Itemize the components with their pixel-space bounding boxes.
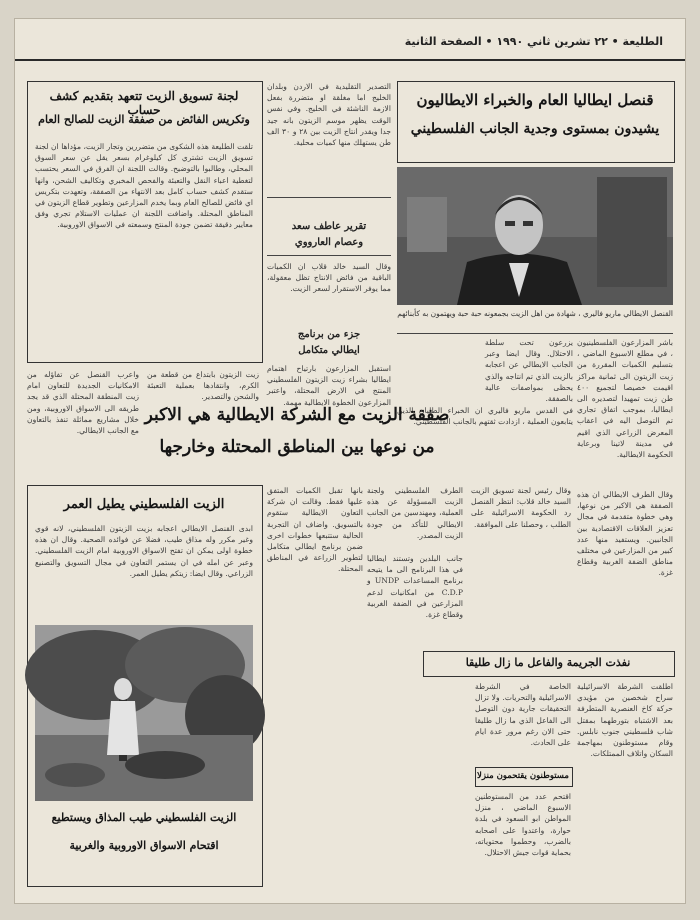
consul-photo — [397, 167, 673, 305]
mid-col4-text: في القدس ماريو فاليري ان الخبراء الطليان الذين يتابعون العملية ، ازدادت ثقتهم بالجانب الفلسطيني. — [397, 406, 573, 427]
program-col1 — [267, 485, 363, 845]
consul-headline-line1: قنصل ايطاليا العام والخبراء الايطاليون — [416, 91, 654, 109]
settlers-body — [475, 791, 571, 881]
program-col3 — [471, 485, 571, 635]
oil-life-body — [35, 523, 253, 619]
rule — [267, 197, 391, 198]
consul-body-col2 — [485, 337, 573, 404]
consul-body-p2: وقال الطرف الايطالي ان هذه الصفقة هي الاكبر من نوعها، وهي خطوة متقدمة في مجال تعزيز العلاقات الاقتصادية بين الجانبين. ويستفيد منها عدد كبير من المزارعين في مختلف مناطق الضفة الغربية وقطاع غزة. — [577, 490, 673, 578]
program-col2 — [367, 485, 463, 545]
banner-headline-line1: صفقة الزيت مع الشركة الايطالية هي الاكبر — [144, 405, 450, 425]
program-col3-text: وقال رئيس لجنة تسويق الزيت السيد خالد قلاب: انتظر القنصل رد الحكومة الاسرائيلية على الطلب ، وحصلنا على الموافقة. — [471, 486, 571, 529]
consul-headline-line2: يشيدون بمستوى وجدية الجانب الفلسطيني — [410, 121, 660, 137]
rule — [267, 255, 391, 256]
consul-body-col3 — [267, 81, 391, 191]
oil-life-body-text: ابدى القنصل الايطالي اعجابه بزيت الزيتون الفلسطيني، لانه قوي وغير مكرر وله مذاق طيب، فضلا عن فوائده الصحية. وقال ان هذه خطوة اولى يمكن ان تفتح الاسواق الاوروبية امام الزيت الفلسطيني. وعبر عن امله في ان يستمر التعاون في مجال التسويق والتصنيع الزراعي. وقال ايضا: زيتكم يطيل العمر. — [35, 524, 253, 578]
consul-body-p4: التصدير التقليدية في الاردن وبلدان الخليج اما مغلقة او متضررة بفعل الازمة الناشئة في الخليج. وفي نفس الوقت يظهر موسم الزيتون بانه جيد جدا ويقدر انتاج الزيت بين ٢٨ و ٣٠ الف طن يستهلك منها كميات محلية. — [267, 82, 392, 148]
settlers-body-text: اقتحم عدد من المستوطنين الاسبوع الماضي ، منزل المواطن ابو السعود في بلدة حوارة، واعتدوا على اصحابه بالضرب، وحطموا محتوياته، بحماية قوات جيش الاحتلال. — [475, 792, 571, 858]
crime-col2-text: الخاصة في الشرطة الاسرائيلية والتحريات. ولا تزال التحقيقات جارية دون التوصل الى الفاعل الذي ما زال طليقا حتى الان رغم مرور عدة ايام على الحادث. — [475, 682, 571, 748]
consul-body-p3: يزرعون تحت سلطة الاحتلال. وقال ايضا وعبر الجانب الايطالي عن اعجابه بالزيت الذي تم انتاجه والذي يحظى بمواصفات عالية بالصفقة. — [485, 338, 573, 404]
program-col4-text: جانب البلدين وتستند ايطاليا في هذا البرنامج الى ما يتيحه برنامج المساعدات UNDP و C.D.P من امكانيات لدعم المزارعين في الضفة الغربية وقطاع غزة. — [367, 554, 463, 620]
oil-photo-headline-line2: اقتحام الاسواق الاوروبية والغربية — [69, 839, 219, 852]
newspaper-page — [14, 18, 686, 904]
settlers-headline: مستوطنون يقتحمون منزلا — [477, 771, 569, 781]
oil-photo-headline-line1: الزيت الفلسطيني طيب المذاق ويستطيع — [51, 811, 237, 824]
subhead-line1: جزء من برنامج — [297, 329, 361, 340]
committee-headline-line1: لجنة تسويق الزيت تتعهد بتقديم كشف حساب — [49, 89, 239, 117]
mid-col1-text: واعرب القنصل عن تفاؤله من الامكانيات الجديدة للتعاون امام زيت المنطقة المحتلة الذي قد يجد طريقه الى الاسواق الاوروبية، ومن خلال مشاريع مماثلة تنفذ بالتعاون مع الجانب الايطالي. — [27, 370, 139, 436]
crime-col1-text: اطلقت الشرطة الاسرائيلية سراح شخصين من مؤيدي حركة كاخ العنصرية المتطرفة بعد الاشتباه بتورطهما بمقتل شاب فلسطيني جنوب نابلس. وقام مستوطنون بمهاجمة السكان واتلاف الممتلكات. — [577, 682, 673, 759]
banner-headline-line2: من نوعها بين المناطق المحتلة وخارجها — [159, 437, 435, 457]
folio-text: الطليعة • ٢٢ تشرين ثاني ١٩٩٠ • الصفحة الثانية — [404, 35, 663, 48]
committee-body-text: تلقت الطليعة هذه الشكوى من متضررين وتجار الزيت، مؤداها ان لجنة تسويق الزيت تشتري كل كيلوغرام بسعر يقل عن سعر السوق المحلي، وطالبوا بالتوضيح. وقالت اللجنة ان الفرق في السعر يحتسب لتغطية اعباء النقل والتعبئة والفحص المخبري وتكاليف الشحن، وانها ستقدم كشف حساب كامل بعد الانتهاء من الصفقة، وتعهدت بتكريس اي فائض للصالح العام وبما يخدم المزارعين وتطوير قطاع الزيتون في المناطق المحتلة. واضافت اللجنة ان عمليات الاستلام تجري وفق معايير دقيقة تضمن جودة المنتج وسمعته في الاسواق الاوروبية. — [35, 142, 253, 230]
page-folio — [15, 19, 685, 61]
consul-photo-caption: القنصل الايطالي ماريو فاليري ، شهادة من اهل الزيت بجمعونه حبة حبة ويهتمون به كأبنائهم — [397, 309, 673, 318]
consul-body-p1: باشر المزارعون الفلسطينيون ، في مطلع الاسبوع الماضي ، بتسليم الكميات المقررة من زيت الزيتون الى ثمانية مراكز اقيمت خصيصا لتجميع ٤٠٠ طن زيت تمهيدا لتصديره الى ايطاليا، بموجب اتفاق تجاري تم التوصل اليه في اعقاب المعرض الزراعي الذي اقيم في مدينة لاتينا وبرعاية الحكومة الايطالية. — [577, 338, 673, 460]
byline-line1: تقرير عاطف سعد — [291, 221, 367, 232]
mid-col3-text: استقبل المزارعون بارتياح اهتمام ايطاليا بشراء زيت الزيتون الفلسطيني المنتج في الارض المحتلة، واعتبر المزارعون الخطوة الايطالية مهمة. — [267, 364, 391, 407]
consul-body-col4 — [267, 261, 391, 317]
program-col1-text: بانها تقبل الكميات المتفق عليها فقط. وقالت ان شركة التعاون الايطالية ستقوم بالتسويق. واضاف ان التجربة الحالية ستتبعها خطوات اخرى ضمن برنامج ايطالي متكامل لتطوير الزراعة في المناطق المحتلة. — [267, 486, 363, 574]
program-col2-text: الطرف الفلسطيني ولجنة الزيت المسؤولة عن هذه العملية، ومهندسين من الجانب الايطالي للتأكد من جودة الزيت المصدر. — [367, 486, 463, 540]
program-col4 — [367, 553, 463, 853]
subhead-line2: ايطالي متكامل — [298, 345, 360, 356]
byline-line2: وعصام العارووي — [294, 237, 364, 248]
consul-body-p5: وقال السيد خالد قلاب ان الكميات الباقية من فائض الانتاج تظل معقولة، مما يوفر الاستقرار لسعر الزيت. — [267, 262, 391, 294]
committee-headline-line2: وتكريس الفائض من صفقة الزيت للصالح العام — [38, 113, 250, 126]
crime-col2 — [475, 681, 571, 761]
rule — [397, 333, 673, 334]
olive-harvest-photo — [35, 625, 253, 801]
crime-headline: نفذت الجريمة والفاعل ما زال طليقا — [465, 656, 631, 669]
committee-body — [35, 141, 253, 353]
crime-col1 — [577, 681, 673, 881]
consul-body-col5 — [577, 489, 673, 629]
mid-col2-text: زيت الزيتون بابتداع من قطعة من الكرم، وانتقادها بعملية التعبئة والشحن والتصدير. — [147, 370, 259, 402]
oil-life-headline: الزيت الفلسطيني يطيل العمر — [63, 497, 225, 512]
